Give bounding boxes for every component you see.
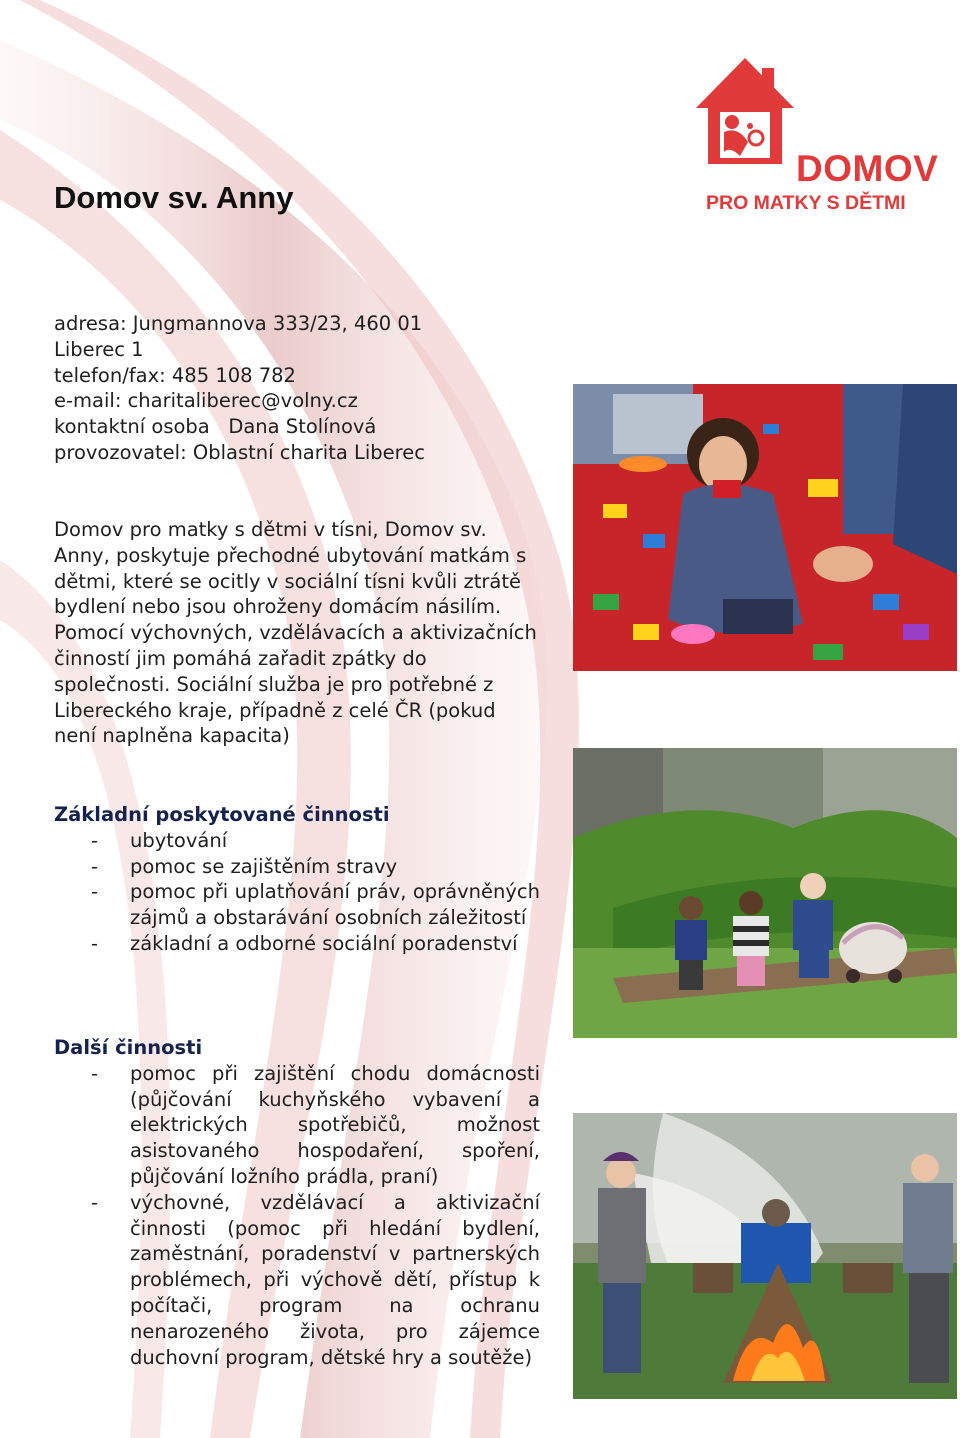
- logo: [688, 56, 950, 216]
- intro-paragraph: Domov pro matky s dětmi v tísni, Domov sv. Anny, poskytuje přechodné ubytování matkám s dětmi, které se ocitly v sociální tísni kvůli ztrátě bydlení nebo jsou ohroženy domácím násilím. Pomocí výchovných, vzdělávacích a aktivizačních činností jim pomáhá zařadit zpátky do společnosti. Sociální služba je pro potřebné z Libereckého kraje, případně z celé ČR (pokud není naplněna kapacita): [54, 518, 537, 748]
- basic-services-list: [54, 828, 540, 957]
- list-item: - pomoc při zajištění chodu domácnosti (půjčování kuchyňského vybavení a elektrických spotřebičů, možnost asistovaného hospodaření, spoření, půjčování ložního prádla, praní): [54, 1061, 540, 1190]
- logo-subtitle: PRO MATKY S DĚTMI: [706, 192, 906, 214]
- page-title: Domov sv. Anny: [54, 180, 294, 215]
- contact-city: Liberec 1: [54, 337, 144, 361]
- photo-bonfire: [573, 1113, 957, 1399]
- other-services-heading: Další činnosti: [54, 1036, 203, 1059]
- logo-word: DOMOV: [796, 148, 939, 189]
- contact-address: adresa: Jungmannova 333/23, 460 01: [54, 312, 423, 335]
- house-logo-icon: [690, 56, 800, 166]
- list-item: - pomoc při uplatňování práv, oprávněných zájmů a obstarávání osobních záležitostí: [54, 879, 540, 931]
- contact-phone: telefon/fax: 485 108 782: [54, 363, 296, 387]
- contact-block: [54, 311, 554, 466]
- basic-services-heading: Základní poskytované činnosti: [54, 803, 390, 826]
- list-item: - základní a odborné sociální poradenství: [54, 931, 540, 957]
- photo-child-playing: [573, 384, 957, 671]
- other-services-section: [54, 1035, 540, 1370]
- contact-operator: provozovatel: Oblastní charita Liberec: [54, 440, 425, 464]
- photo-children-outdoors: [573, 748, 957, 1038]
- list-item: - ubytování: [54, 828, 540, 854]
- basic-services-section: [54, 802, 540, 957]
- other-services-list: [54, 1061, 540, 1371]
- list-item: - pomoc se zajištěním stravy: [54, 854, 540, 880]
- list-item: - výchovné, vzdělávací a aktivizační činnosti (pomoc při hledání bydlení, zaměstnání, poradenství v partnerských problémech, při výchově dětí, přístup k počítači, program na ochranu nenarozeného života, pro zájemce duchovní program, dětské hry a soutěže): [54, 1190, 540, 1371]
- contact-email: e-mail: charitaliberec@volny.cz: [54, 389, 358, 413]
- contact-person: kontaktní osoba Dana Stolínová: [54, 415, 377, 439]
